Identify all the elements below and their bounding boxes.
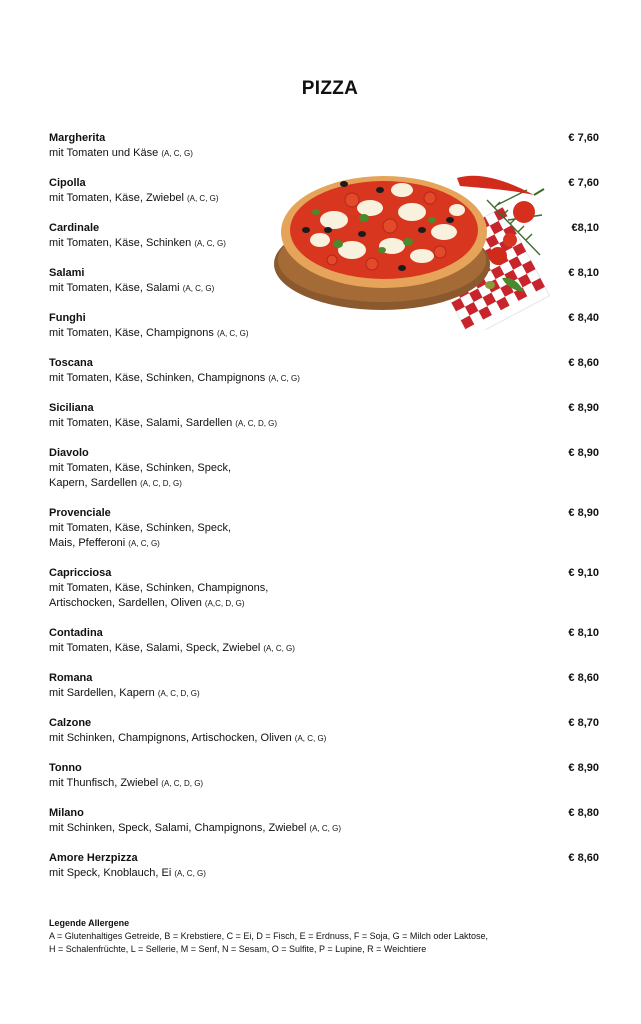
item-description-line2: Mais, Pfefferoni bbox=[49, 537, 129, 549]
item-price: € 8,10 bbox=[568, 267, 599, 279]
item-name: Provenciale bbox=[49, 507, 111, 519]
item-price: € 8,60 bbox=[568, 357, 599, 369]
item-price: € 8,90 bbox=[568, 447, 599, 459]
allergen-codes: (A,C, D, G) bbox=[204, 599, 245, 608]
cherry-tomato bbox=[489, 247, 507, 265]
allergen-codes: (A, C, G) bbox=[263, 644, 295, 653]
item-name: Siciliana bbox=[49, 402, 94, 414]
allergen-codes: (A, C, G) bbox=[216, 329, 249, 338]
allergen-codes: (A, C, G) bbox=[186, 194, 219, 203]
item-price: € 8,40 bbox=[568, 312, 599, 324]
item-price: € 8,90 bbox=[568, 507, 599, 519]
item-name: Romana bbox=[49, 672, 93, 684]
allergen-codes: (A, C, G) bbox=[161, 149, 193, 158]
menu-item bbox=[49, 715, 601, 746]
allergen-codes: (A, C, G) bbox=[294, 734, 327, 743]
allergen-codes: (A, C, D, G) bbox=[140, 479, 182, 488]
item-description: mit Tomaten, Käse, Zwiebel bbox=[49, 192, 187, 204]
menu-item bbox=[49, 355, 601, 386]
item-description: mit Tomaten, Käse, Schinken, Speck, bbox=[49, 462, 231, 474]
menu-item bbox=[49, 400, 601, 431]
item-description: mit Speck, Knoblauch, Ei bbox=[49, 867, 175, 879]
allergen-codes: (A, C, D, G) bbox=[157, 689, 200, 698]
item-name: Diavolo bbox=[49, 447, 89, 459]
item-name: Capricciosa bbox=[49, 567, 112, 579]
allergen-codes: (A, C, G) bbox=[194, 239, 226, 248]
item-price: €8,10 bbox=[571, 222, 599, 234]
allergen-legend bbox=[49, 917, 609, 956]
item-name: Calzone bbox=[49, 717, 92, 729]
menu-item bbox=[49, 625, 601, 656]
menu-item bbox=[49, 805, 601, 836]
legend-line: H = Schalenfrüchte, L = Sellerie, M = Senf, N = Sesam, O = Sulfite, P = Lupine, R = Weichtiere bbox=[49, 944, 427, 954]
item-name: Amore Herzpizza bbox=[49, 852, 138, 864]
item-price: € 8,80 bbox=[568, 807, 599, 819]
item-description: mit Schinken, Champignons, Artischocken, Oliven bbox=[49, 732, 295, 744]
item-name: Cardinale bbox=[49, 222, 100, 234]
allergen-codes: (A, C, G) bbox=[128, 539, 160, 548]
legend-title: Legende Allergene bbox=[49, 918, 130, 928]
chili-pepper bbox=[457, 176, 534, 195]
item-description: mit Sardellen, Kapern bbox=[49, 687, 158, 699]
pizza-photo bbox=[272, 160, 554, 330]
item-description: mit Tomaten und Käse bbox=[49, 147, 162, 159]
page-title: PIZZA bbox=[301, 78, 359, 99]
item-description: mit Thunfisch, Zwiebel bbox=[49, 777, 162, 789]
item-name: Funghi bbox=[49, 312, 86, 324]
allergen-codes: (A, C, G) bbox=[174, 869, 206, 878]
item-description: mit Tomaten, Käse, Salami, Sardellen bbox=[49, 417, 236, 429]
item-price: € 8,60 bbox=[568, 852, 599, 864]
item-price: € 7,60 bbox=[568, 177, 599, 189]
item-price: € 9,10 bbox=[568, 567, 599, 579]
item-description: mit Tomaten, Käse, Champignons bbox=[49, 327, 217, 339]
legend-line: A = Glutenhaltiges Getreide, B = Krebstiere, C = Ei, D = Fisch, E = Erdnuss, F = Soja, G = Milch oder Laktose, bbox=[49, 931, 488, 941]
menu-item bbox=[49, 850, 601, 881]
item-description: mit Tomaten, Käse, Schinken, Speck, bbox=[49, 522, 231, 534]
item-name: Salami bbox=[49, 267, 85, 279]
item-price: € 8,70 bbox=[568, 717, 599, 729]
item-description: mit Tomaten, Käse, Schinken bbox=[49, 237, 195, 249]
item-price: € 8,90 bbox=[568, 402, 599, 414]
item-description: mit Tomaten, Käse, Salami bbox=[49, 282, 183, 294]
item-name: Milano bbox=[49, 807, 84, 819]
menu-item bbox=[49, 505, 601, 551]
menu-item bbox=[49, 445, 601, 491]
item-price: € 8,10 bbox=[568, 627, 599, 639]
item-description: mit Tomaten, Käse, Schinken, Champignons, bbox=[49, 582, 269, 594]
allergen-codes: (A, C, G) bbox=[268, 374, 300, 383]
menu-item bbox=[49, 670, 601, 701]
cherry-tomato bbox=[503, 233, 517, 247]
item-description-line2: Artischocken, Sardellen, Oliven bbox=[49, 597, 205, 609]
item-description: mit Schinken, Speck, Salami, Champignons, Zwiebel bbox=[49, 822, 310, 834]
item-price: € 8,90 bbox=[568, 762, 599, 774]
item-price: € 8,60 bbox=[568, 672, 599, 684]
allergen-codes: (A, C, G) bbox=[309, 824, 342, 833]
item-name: Cipolla bbox=[49, 177, 86, 189]
item-description: mit Tomaten, Käse, Schinken, Champignons bbox=[49, 372, 269, 384]
item-name: Tonno bbox=[49, 762, 82, 774]
item-description-line2: Kapern, Sardellen bbox=[49, 477, 141, 489]
allergen-codes: (A, C, G) bbox=[182, 284, 215, 293]
item-description: mit Tomaten, Käse, Salami, Speck, Zwiebel bbox=[49, 642, 264, 654]
allergen-codes: (A, C, D, G) bbox=[161, 779, 204, 788]
menu-item bbox=[49, 565, 601, 611]
item-price: € 7,60 bbox=[568, 132, 599, 144]
item-name: Margherita bbox=[49, 132, 106, 144]
item-name: Toscana bbox=[49, 357, 93, 369]
item-name: Contadina bbox=[49, 627, 103, 639]
allergen-codes: (A, C, D, G) bbox=[235, 419, 278, 428]
menu-item bbox=[49, 760, 601, 791]
menu-item bbox=[49, 130, 601, 161]
cherry-tomato bbox=[513, 201, 535, 223]
